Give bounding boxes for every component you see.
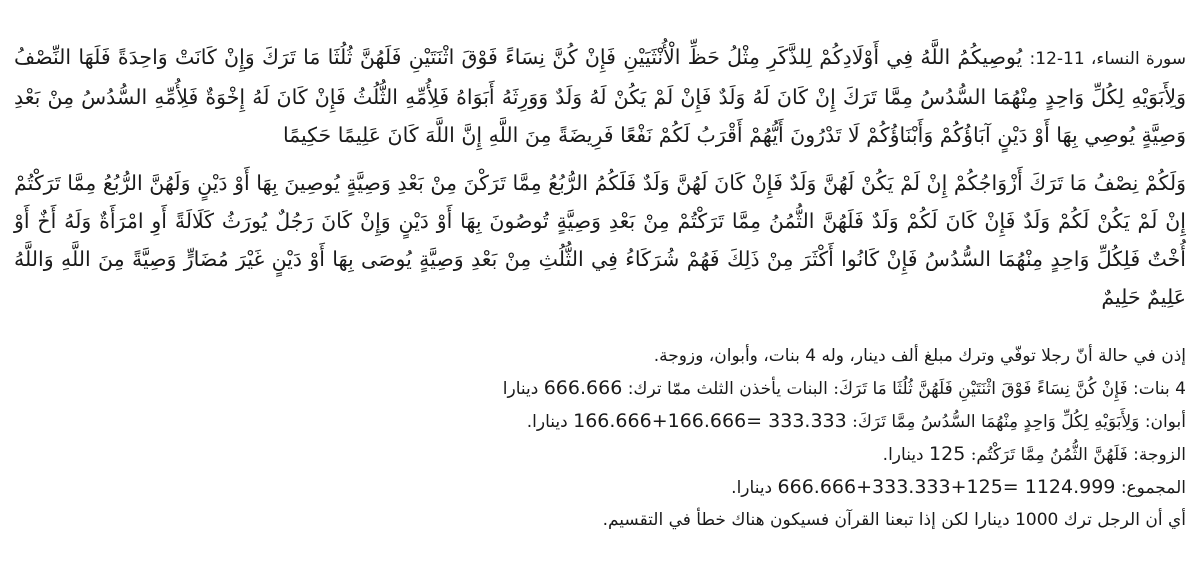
calc-daughters-line	[14, 372, 1186, 405]
verse-reference: سورة النساء، 11-12:	[1029, 49, 1186, 69]
parents-quote: وَلِأَبَوَيْهِ لِكُلِّ وَاحِدٍ مِنْهُمَا السُّدُسُ مِمَّا تَرَكَ:	[852, 412, 1140, 432]
verse-text-second: وَلَكُمْ نِصْفُ مَا تَرَكَ أَزْوَاجُكُمْ إِنْ لَمْ يَكُنْ لَهُنَّ وَلَدٌ فَإِنْ كَانَ لَهُنَّ وَلَدٌ فَلَكُمُ الرُّبُعُ مِمَّا تَرَكْنَ مِنْ بَعْدِ وَصِيَّةٍ يُوصِينَ بِهَا أَوْ دَيْنٍ وَلَهُنَّ الرُّبُعُ مِمَّا تَرَكْتُمْ إِنْ لَمْ يَكُنْ لَكُمْ وَلَدٌ فَإِنْ كَانَ لَكُمْ وَلَدٌ فَلَهُنَّ الثُّمُنُ مِمَّا تَرَكْتُمْ مِنْ بَعْدِ وَصِيَّةٍ تُوصُونَ بِهَا أَوْ دَيْنٍ وَإِنْ كَانَ رَجُلٌ يُورَثُ كَلَالَةً أَوِ امْرَأَةٌ وَلَهُ أَخٌ أَوْ أُخْتٌ فَلِكُلِّ وَاحِدٍ مِنْهُمَا السُّدُسُ فَإِنْ كَانُوا أَكْثَرَ مِنْ ذَلِكَ فَهُمْ شُرَكَاءُ فِي الثُّلُثِ مِنْ بَعْدِ وَصِيَّةٍ يُوصَى بِهَا أَوْ دَيْنٍ غَيْرَ مُضَارٍّ وَصِيَّةً مِنَ اللَّهِ وَاللَّهُ عَلِيمٌ حَلِيمٌ	[14, 171, 1186, 309]
total-label: المجموع:	[1120, 478, 1186, 498]
paragraph-gap	[14, 154, 1186, 164]
calc-wife-line	[14, 438, 1186, 471]
total-amount: 666.666+333.333+125= 1124.999	[777, 476, 1116, 498]
parents-amount: 166.666+166.666= 333.333	[573, 410, 847, 432]
wife-quote: فَلَهُنَّ الثُّمُنُ مِمَّا تَرَكْتُم:	[970, 445, 1128, 465]
verse-paragraph-second	[14, 164, 1186, 316]
daughters-unit: دينارا	[502, 379, 539, 399]
parents-unit: دينارا.	[526, 412, 568, 432]
wife-unit: دينارا.	[882, 445, 924, 465]
daughters-quote: فَإِنْ كُنَّ نِسَاءً فَوْقَ اثْنَتَيْنِ فَلَهُنَّ ثُلُثَا مَا تَرَكَ:	[833, 379, 1128, 399]
daughters-explanation: البنات يأخذن الثلث ممّا ترك:	[627, 379, 828, 399]
calc-intro: إذن في حالة أنّ رجلا توفّي وترك مبلغ ألف دينار، وله 4 بنات، وأبوان، وزوجة.	[653, 346, 1186, 366]
parents-label: أبوان:	[1144, 412, 1186, 432]
verse-text-first: يُوصِيكُمُ اللَّهُ فِي أَوْلَادِكُمْ لِلذَّكَرِ مِثْلُ حَظِّ الْأُنْثَيَيْنِ فَإِنْ كُنَّ نِسَاءً فَوْقَ اثْنَتَيْنِ فَلَهُنَّ ثُلُثَا مَا تَرَكَ وَإِنْ كَانَتْ وَاحِدَةً فَلَهَا النِّصْفُ وَلِأَبَوَيْهِ لِكُلِّ وَاحِدٍ مِنْهُمَا السُّدُسُ مِمَّا تَرَكَ إِنْ كَانَ لَهُ وَلَدٌ فَإِنْ لَمْ يَكُنْ لَهُ وَلَدٌ وَوَرِثَهُ أَبَوَاهُ فَلِأُمِّهِ الثُّلُثُ فَإِنْ كَانَ لَهُ إِخْوَةٌ فَلِأُمِّهِ السُّدُسُ مِنْ بَعْدِ وَصِيَّةٍ يُوصِي بِهَا أَوْ دَيْنٍ آبَاؤُكُمْ وَأَبْنَاؤُكُمْ لَا تَدْرُونَ أَيُّهُمْ أَقْرَبُ لَكُمْ نَفْعًا فَرِيضَةً مِنَ اللَّهِ إِنَّ اللَّهَ كَانَ عَلِيمًا حَكِيمًا	[14, 45, 1186, 147]
total-unit: دينارا.	[731, 478, 773, 498]
calc-parents-line	[14, 405, 1186, 438]
verse-paragraph-first	[14, 38, 1186, 154]
inheritance-calculation	[14, 340, 1186, 536]
daughters-amount: 666.666	[543, 377, 623, 399]
wife-amount: 125	[929, 443, 966, 465]
wife-label: الزوجة:	[1133, 445, 1186, 465]
calc-total-line	[14, 471, 1186, 504]
daughters-label: 4 بنات:	[1132, 379, 1186, 399]
calc-conclusion: أي أن الرجل ترك 1000 دينارا لكن إذا تبعنا القرآن فسيكون هناك خطأ في التقسيم.	[602, 510, 1186, 530]
